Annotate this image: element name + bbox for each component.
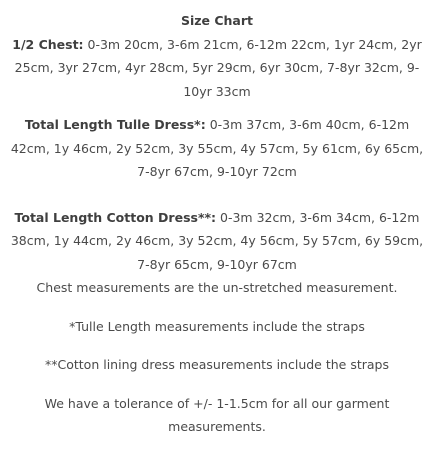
tulle-length-measurements bbox=[10, 113, 424, 184]
note-tolerance: We have a tolerance of +/- 1-1.5cm for all our garment measurements. bbox=[44, 395, 390, 434]
cotton-length-measurements bbox=[10, 206, 424, 277]
chest-values: 0-3m 20cm, 3-6m 21cm, 6-12m 22cm, 1yr 24cm, 2yr 25cm, 3yr 27cm, 4yr 28cm, 5yr 29cm, 6yr 30cm, 7-8yr 32cm, 9-10yr 33cm bbox=[14, 36, 422, 99]
cotton-label: Total Length Cotton Dress**: bbox=[14, 209, 217, 225]
size-chart-title: Size Chart bbox=[180, 13, 254, 28]
chest-label: 1/2 Chest: bbox=[12, 36, 84, 52]
tulle-values: 0-3m 37cm, 3-6m 40cm, 6-12m 42cm, 1y 46cm, 2y 52cm, 3y 55cm, 4y 57cm, 5y 61cm, 6y 65cm, 7-8yr 67cm, 9-10yr 72cm bbox=[10, 117, 424, 179]
tulle-label: Total Length Tulle Dress*: bbox=[24, 117, 206, 132]
note-chest-unstretched: Chest measurements are the un-stretched measurement. bbox=[36, 280, 398, 295]
note-tulle-straps: *Tulle Length measurements include the straps bbox=[69, 318, 365, 334]
chest-measurements bbox=[10, 33, 424, 104]
note-cotton-straps: **Cotton lining dress measurements include the straps bbox=[45, 357, 389, 372]
cotton-values: 0-3m 32cm, 3-6m 34cm, 6-12m 38cm, 1y 44cm, 2y 46cm, 3y 52cm, 4y 56cm, 5y 57cm, 6y 59cm, 7-8yr 65cm, 9-10yr 67cm bbox=[10, 209, 424, 272]
